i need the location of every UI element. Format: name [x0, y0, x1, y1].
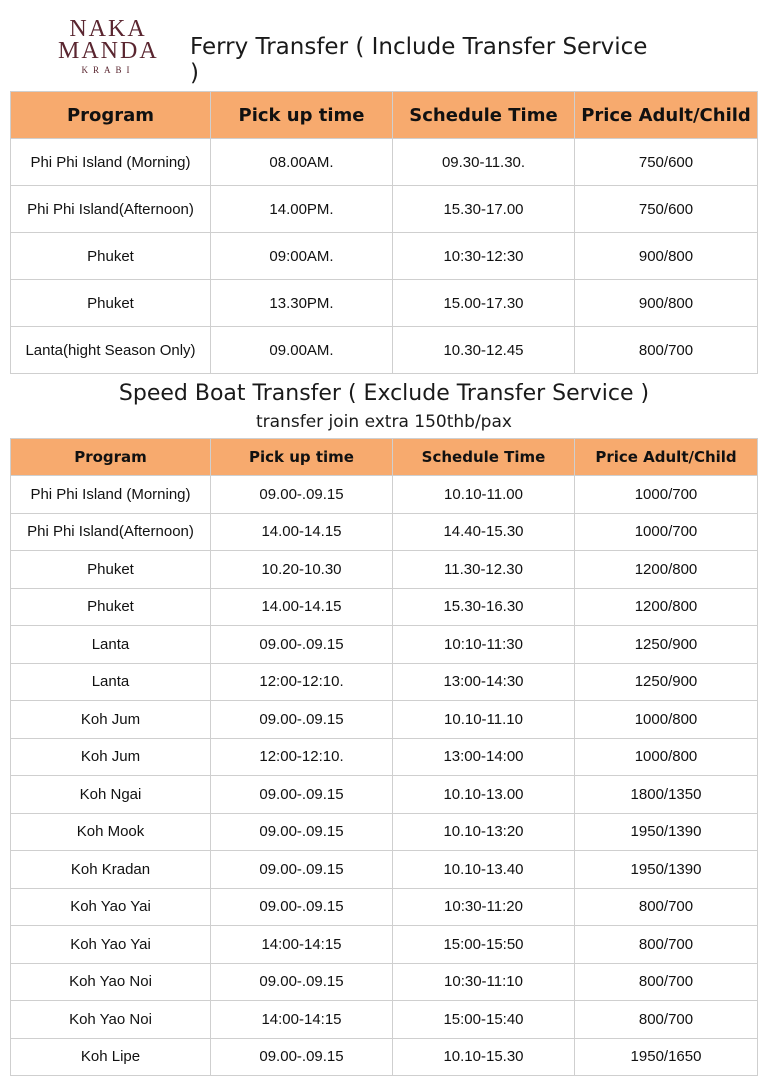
- program-cell: Koh Jum: [11, 738, 211, 776]
- program-cell: Koh Yao Noi: [11, 963, 211, 1001]
- price-cell: 750/600: [575, 186, 758, 233]
- program-cell: Koh Jum: [11, 701, 211, 739]
- schedule-cell: 10.10-15.30: [393, 1038, 575, 1076]
- program-cell: Phuket: [11, 280, 211, 327]
- schedule-cell: 10.10-13.00: [393, 776, 575, 814]
- price-cell: 900/800: [575, 280, 758, 327]
- table-row: [11, 1001, 758, 1039]
- program-cell: Koh Kradan: [11, 851, 211, 889]
- schedule-cell: 10:30-12:30: [393, 233, 575, 280]
- program-cell: Koh Yao Noi: [11, 1001, 211, 1039]
- schedule-cell: 10.10-11.00: [393, 476, 575, 514]
- header-schedule-time: Schedule Time: [393, 439, 575, 476]
- table-row: [11, 476, 758, 514]
- table-header-row: [11, 92, 758, 139]
- schedule-cell: 10.30-12.45: [393, 327, 575, 374]
- schedule-cell: 11.30-12.30: [393, 551, 575, 589]
- schedule-cell: 09.30-11.30.: [393, 139, 575, 186]
- program-cell: Phi Phi Island(Afternoon): [11, 186, 211, 233]
- price-cell: 1000/800: [575, 701, 758, 739]
- price-cell: 1000/800: [575, 738, 758, 776]
- schedule-cell: 10.10-13:20: [393, 813, 575, 851]
- schedule-cell: 10:10-11:30: [393, 626, 575, 664]
- table-row: [11, 813, 758, 851]
- pickup-cell: 14:00-14:15: [211, 1001, 393, 1039]
- program-cell: Koh Mook: [11, 813, 211, 851]
- program-cell: Koh Lipe: [11, 1038, 211, 1076]
- price-cell: 1000/700: [575, 513, 758, 551]
- table-row: [11, 663, 758, 701]
- table-row: [11, 588, 758, 626]
- schedule-cell: 15:00-15:50: [393, 926, 575, 964]
- logo-line-1: NAKA: [69, 16, 147, 42]
- pickup-cell: 09:00AM.: [211, 233, 393, 280]
- header-schedule-time: Schedule Time: [393, 92, 575, 139]
- price-cell: 1250/900: [575, 663, 758, 701]
- table-row: [11, 701, 758, 739]
- program-cell: Lanta: [11, 626, 211, 664]
- price-cell: 800/700: [575, 327, 758, 374]
- table-row: [11, 186, 758, 233]
- table-row: [11, 738, 758, 776]
- pickup-cell: 14.00-14.15: [211, 588, 393, 626]
- table-row: [11, 551, 758, 589]
- naka-manda-logo: [58, 18, 158, 75]
- table-row: [11, 776, 758, 814]
- table-header-row: [11, 439, 758, 476]
- price-cell: 800/700: [575, 926, 758, 964]
- program-cell: Koh Yao Yai: [11, 926, 211, 964]
- header-program: Program: [11, 439, 211, 476]
- program-cell: Koh Yao Yai: [11, 888, 211, 926]
- table-row: [11, 280, 758, 327]
- program-cell: Phi Phi Island (Morning): [11, 476, 211, 514]
- pickup-cell: 10.20-10.30: [211, 551, 393, 589]
- table-row: [11, 963, 758, 1001]
- schedule-cell: 10.10-13.40: [393, 851, 575, 889]
- header-price: Price Adult/Child: [575, 439, 758, 476]
- schedule-cell: 10:30-11:10: [393, 963, 575, 1001]
- schedule-cell: 10.10-11.10: [393, 701, 575, 739]
- header-pickup-time: Pick up time: [211, 92, 393, 139]
- table-row: [11, 851, 758, 889]
- schedule-cell: 15.30-16.30: [393, 588, 575, 626]
- schedule-cell: 15.00-17.30: [393, 280, 575, 327]
- price-cell: 1950/1390: [575, 813, 758, 851]
- table-row: [11, 888, 758, 926]
- pickup-cell: 09.00-.09.15: [211, 626, 393, 664]
- schedule-cell: 15.30-17.00: [393, 186, 575, 233]
- pickup-cell: 09.00-.09.15: [211, 813, 393, 851]
- schedule-cell: 10:30-11:20: [393, 888, 575, 926]
- price-cell: 1950/1650: [575, 1038, 758, 1076]
- pickup-cell: 09.00-.09.15: [211, 963, 393, 1001]
- price-cell: 800/700: [575, 1001, 758, 1039]
- price-cell: 800/700: [575, 963, 758, 1001]
- logo-line-3: KRABI: [81, 65, 135, 75]
- price-cell: 1200/800: [575, 588, 758, 626]
- program-cell: Phi Phi Island(Afternoon): [11, 513, 211, 551]
- pickup-cell: 09.00-.09.15: [211, 776, 393, 814]
- ferry-table: [10, 91, 758, 374]
- price-cell: 1200/800: [575, 551, 758, 589]
- program-cell: Phuket: [11, 588, 211, 626]
- pickup-cell: 09.00-.09.15: [211, 851, 393, 889]
- price-cell: 1000/700: [575, 476, 758, 514]
- price-cell: 1250/900: [575, 626, 758, 664]
- speedboat-section-title: Speed Boat Transfer ( Exclude Transfer Service ): [118, 381, 650, 406]
- price-cell: 800/700: [575, 888, 758, 926]
- table-row: [11, 233, 758, 280]
- header-pickup-time: Pick up time: [211, 439, 393, 476]
- table-row: [11, 139, 758, 186]
- pickup-cell: 08.00AM.: [211, 139, 393, 186]
- table-row: [11, 1038, 758, 1076]
- schedule-cell: 14.40-15.30: [393, 513, 575, 551]
- pickup-cell: 09.00-.09.15: [211, 701, 393, 739]
- table-row: [11, 327, 758, 374]
- pickup-cell: 09.00AM.: [211, 327, 393, 374]
- table-row: [11, 926, 758, 964]
- program-cell: Koh Ngai: [11, 776, 211, 814]
- pickup-cell: 14.00PM.: [211, 186, 393, 233]
- program-cell: Phuket: [11, 551, 211, 589]
- schedule-cell: 13:00-14:00: [393, 738, 575, 776]
- header-price: Price Adult/Child: [575, 92, 758, 139]
- logo-line-2: MANDA: [58, 38, 159, 64]
- speedboat-subtitle: transfer join extra 150thb/pax: [256, 412, 512, 432]
- schedule-cell: 15:00-15:40: [393, 1001, 575, 1039]
- pickup-cell: 09.00-.09.15: [211, 1038, 393, 1076]
- price-cell: 750/600: [575, 139, 758, 186]
- pickup-cell: 09.00-.09.15: [211, 476, 393, 514]
- pickup-cell: 12:00-12:10.: [211, 738, 393, 776]
- program-cell: Phuket: [11, 233, 211, 280]
- schedule-cell: 13:00-14:30: [393, 663, 575, 701]
- pickup-cell: 12:00-12:10.: [211, 663, 393, 701]
- price-cell: 900/800: [575, 233, 758, 280]
- program-cell: Lanta: [11, 663, 211, 701]
- price-cell: 1950/1390: [575, 851, 758, 889]
- ferry-section-title: Ferry Transfer ( Include Transfer Service ): [190, 34, 648, 86]
- pickup-cell: 13.30PM.: [211, 280, 393, 327]
- table-row: [11, 513, 758, 551]
- pickup-cell: 14:00-14:15: [211, 926, 393, 964]
- program-cell: Lanta(hight Season Only): [11, 327, 211, 374]
- program-cell: Phi Phi Island (Morning): [11, 139, 211, 186]
- pickup-cell: 09.00-.09.15: [211, 888, 393, 926]
- pickup-cell: 14.00-14.15: [211, 513, 393, 551]
- header-program: Program: [11, 92, 211, 139]
- table-row: [11, 626, 758, 664]
- price-cell: 1800/1350: [575, 776, 758, 814]
- speedboat-table: [10, 438, 758, 1076]
